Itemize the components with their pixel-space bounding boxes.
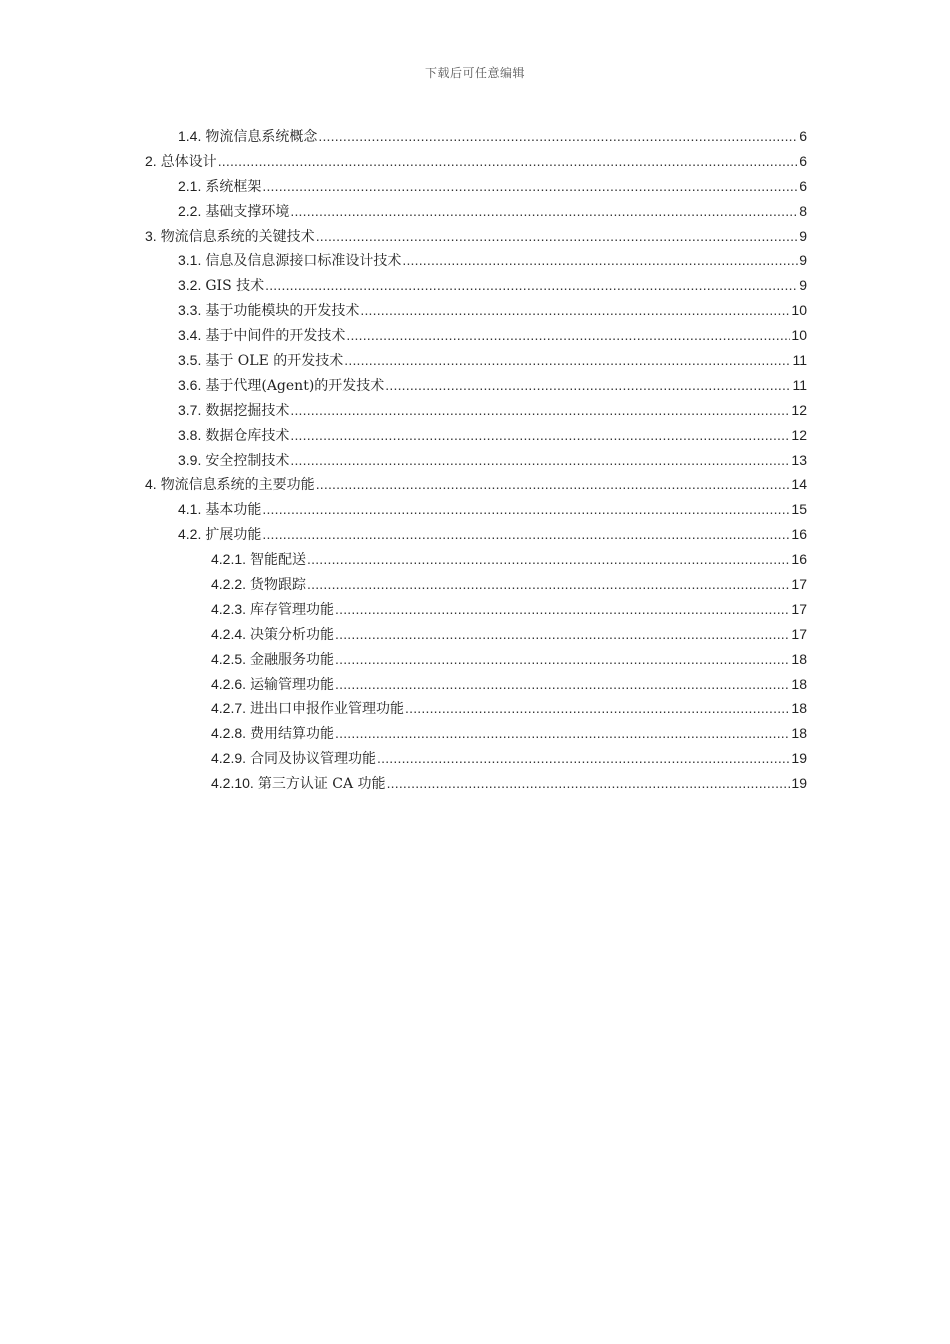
toc-entry-page-number: 9 xyxy=(799,277,807,294)
toc-entry[interactable] xyxy=(145,522,807,547)
toc-entry[interactable] xyxy=(145,298,807,323)
toc-entry-title: 基于功能模块的开发技术 xyxy=(205,303,360,320)
toc-entry-title: 金融服务功能 xyxy=(250,651,335,668)
toc-dot-leader xyxy=(346,323,790,348)
toc-entry-number: 3.5. xyxy=(178,352,202,369)
toc-entry-page-number: 8 xyxy=(799,202,807,219)
toc-entry-number: 2. xyxy=(145,152,157,169)
toc-dot-leader xyxy=(290,398,790,423)
toc-entry-number: 3.2. xyxy=(178,277,202,294)
toc-dot-leader xyxy=(316,224,799,249)
toc-entry-title: 决策分析功能 xyxy=(250,626,335,643)
toc-entry-page-number: 18 xyxy=(791,725,807,742)
toc-entry-page-number: 6 xyxy=(799,177,807,194)
toc-entry-page-number: 13 xyxy=(791,451,807,468)
toc-entry-number: 3.3. xyxy=(178,302,202,319)
toc-entry-page-number: 10 xyxy=(791,302,807,319)
toc-entry[interactable] xyxy=(145,647,807,672)
toc-dot-leader xyxy=(385,373,791,398)
toc-entry-page-number: 18 xyxy=(791,675,807,692)
toc-entry-number: 4.2.1. xyxy=(211,551,247,568)
toc-dot-leader xyxy=(344,348,791,373)
page-header: 下载后可任意编辑 xyxy=(424,66,525,80)
toc-dot-leader xyxy=(290,199,798,224)
toc-entry-page-number: 17 xyxy=(791,625,807,642)
toc-dot-leader xyxy=(335,672,790,697)
toc-entry-page-number: 17 xyxy=(791,600,807,617)
toc-entry-page-number: 19 xyxy=(791,750,807,767)
toc-entry-page-number: 15 xyxy=(791,501,807,518)
toc-entry-number: 4.2. xyxy=(178,526,202,543)
toc-entry-title: 物流信息系统的主要功能 xyxy=(160,477,315,494)
toc-entry-title: 扩展功能 xyxy=(205,527,262,544)
toc-entry-page-number: 18 xyxy=(791,650,807,667)
toc-entry-title: 费用结算功能 xyxy=(250,726,335,743)
toc-entry-title: 基于中间件的开发技术 xyxy=(205,328,346,345)
toc-entry-page-number: 6 xyxy=(799,152,807,169)
toc-entry[interactable] xyxy=(145,721,807,746)
toc-entry-number: 4.2.2. xyxy=(211,576,247,593)
toc-entry-page-number: 17 xyxy=(791,576,807,593)
toc-entry[interactable] xyxy=(145,398,807,423)
toc-entry-page-number: 10 xyxy=(791,327,807,344)
toc-entry-number: 4.2.6. xyxy=(211,675,247,692)
toc-entry-title: 货物跟踪 xyxy=(250,577,307,594)
toc-entry-number: 3.8. xyxy=(178,426,202,443)
toc-dot-leader xyxy=(316,472,791,497)
toc-entry-number: 3.9. xyxy=(178,451,202,468)
toc-entry-number: 4.2.9. xyxy=(211,750,247,767)
toc-dot-leader xyxy=(335,647,790,672)
toc-entry-title: 安全控制技术 xyxy=(205,452,290,469)
toc-dot-leader xyxy=(402,248,798,273)
toc-entry-number: 4.2.10. xyxy=(211,775,254,792)
toc-entry-number: 4.2.5. xyxy=(211,650,247,667)
toc-entry-title: 数据挖掘技术 xyxy=(205,402,290,419)
toc-entry-title: 信息及信息源接口标准设计技术 xyxy=(205,253,402,270)
toc-entry-title: 运输管理功能 xyxy=(250,676,335,693)
toc-entry[interactable] xyxy=(145,497,807,522)
toc-entry-number: 4.2.3. xyxy=(211,600,247,617)
toc-entry[interactable] xyxy=(145,248,807,273)
toc-entry-number: 2.2. xyxy=(178,202,202,219)
toc-entry-page-number: 11 xyxy=(792,376,807,393)
toc-dot-leader xyxy=(335,622,790,647)
toc-entry[interactable] xyxy=(145,448,807,473)
toc-dot-leader xyxy=(318,124,798,149)
toc-entry-title: 数据仓库技术 xyxy=(205,427,290,444)
toc-entry-title: 物流信息系统的关键技术 xyxy=(160,228,315,245)
toc-entry[interactable] xyxy=(145,373,807,398)
toc-dot-leader xyxy=(387,771,791,796)
toc-entry-title: 第三方认证 CA 功能 xyxy=(257,776,386,793)
toc-entry[interactable] xyxy=(145,771,807,796)
toc-entry[interactable] xyxy=(145,746,807,771)
toc-entry-page-number: 12 xyxy=(791,401,807,418)
toc-entry-number: 4.2.4. xyxy=(211,625,247,642)
toc-dot-leader xyxy=(360,298,790,323)
toc-entry-page-number: 6 xyxy=(799,128,807,144)
toc-entry-title: 进出口申报作业管理功能 xyxy=(250,701,405,718)
toc-entry-page-number: 9 xyxy=(799,252,807,269)
toc-entry[interactable] xyxy=(145,174,807,199)
toc-entry-number: 4.1. xyxy=(178,501,202,518)
toc-entry-page-number: 14 xyxy=(791,476,807,493)
toc-entry-title: GIS 技术 xyxy=(205,278,265,295)
toc-entry-page-number: 16 xyxy=(791,551,807,568)
toc-entry-title: 库存管理功能 xyxy=(250,601,335,618)
toc-entry[interactable] xyxy=(145,672,807,697)
toc-dot-leader xyxy=(262,497,790,522)
toc-entry[interactable] xyxy=(145,472,807,497)
toc-entry[interactable] xyxy=(145,348,807,373)
toc-entry-number: 3.4. xyxy=(178,327,202,344)
toc-entry-page-number: 9 xyxy=(799,227,807,244)
toc-dot-leader xyxy=(265,273,798,298)
toc-entry-page-number: 12 xyxy=(791,426,807,443)
toc-entry-title: 物流信息系统概念 xyxy=(205,129,318,145)
toc-entry-title: 智能配送 xyxy=(250,552,307,569)
toc-dot-leader xyxy=(335,597,790,622)
toc-dot-leader xyxy=(405,696,790,721)
toc-entry-page-number: 16 xyxy=(791,526,807,543)
toc-entry-title: 系统框架 xyxy=(205,178,262,195)
toc-entry[interactable] xyxy=(145,149,807,174)
toc-entry-title: 合同及协议管理功能 xyxy=(250,751,377,768)
toc-entry[interactable] xyxy=(145,423,807,448)
toc-entry-number: 1.4. xyxy=(178,128,202,144)
toc-entry-number: 4.2.7. xyxy=(211,700,247,717)
toc-entry-title: 总体设计 xyxy=(160,153,217,170)
toc-entry[interactable] xyxy=(145,547,807,572)
toc-entry-page-number: 18 xyxy=(791,700,807,717)
toc-entry-title: 基础支撑环境 xyxy=(205,203,290,220)
toc-dot-leader xyxy=(218,149,799,174)
toc-entry-number: 3.6. xyxy=(178,376,202,393)
toc-entry-number: 2.1. xyxy=(178,177,202,194)
toc-dot-leader xyxy=(377,746,790,771)
table-of-contents xyxy=(145,124,807,796)
toc-entry[interactable] xyxy=(145,323,807,348)
toc-entry-number: 4.2.8. xyxy=(211,725,247,742)
toc-entry-title: 基于代理(Agent)的开发技术 xyxy=(205,377,385,394)
toc-entry-page-number: 11 xyxy=(792,352,807,369)
toc-entry[interactable] xyxy=(145,696,807,721)
toc-dot-leader xyxy=(307,547,790,572)
toc-dot-leader xyxy=(290,448,790,473)
toc-entry[interactable] xyxy=(145,199,807,224)
toc-entry-number: 3.1. xyxy=(178,252,202,269)
toc-entry[interactable] xyxy=(145,224,807,249)
toc-dot-leader xyxy=(307,572,790,597)
toc-entry-number: 4. xyxy=(145,476,157,493)
toc-entry-number: 3.7. xyxy=(178,401,202,418)
toc-dot-leader xyxy=(335,721,790,746)
toc-entry[interactable] xyxy=(145,622,807,647)
toc-entry[interactable] xyxy=(145,597,807,622)
toc-dot-leader xyxy=(262,174,798,199)
toc-entry[interactable] xyxy=(145,124,807,149)
toc-entry-number: 3. xyxy=(145,227,157,244)
toc-dot-leader xyxy=(290,423,790,448)
toc-entry[interactable] xyxy=(145,572,807,597)
toc-entry-title: 基本功能 xyxy=(205,502,262,519)
toc-entry-page-number: 19 xyxy=(791,775,807,792)
toc-dot-leader xyxy=(262,522,790,547)
toc-entry-title: 基于 OLE 的开发技术 xyxy=(205,353,344,370)
toc-entry[interactable] xyxy=(145,273,807,298)
